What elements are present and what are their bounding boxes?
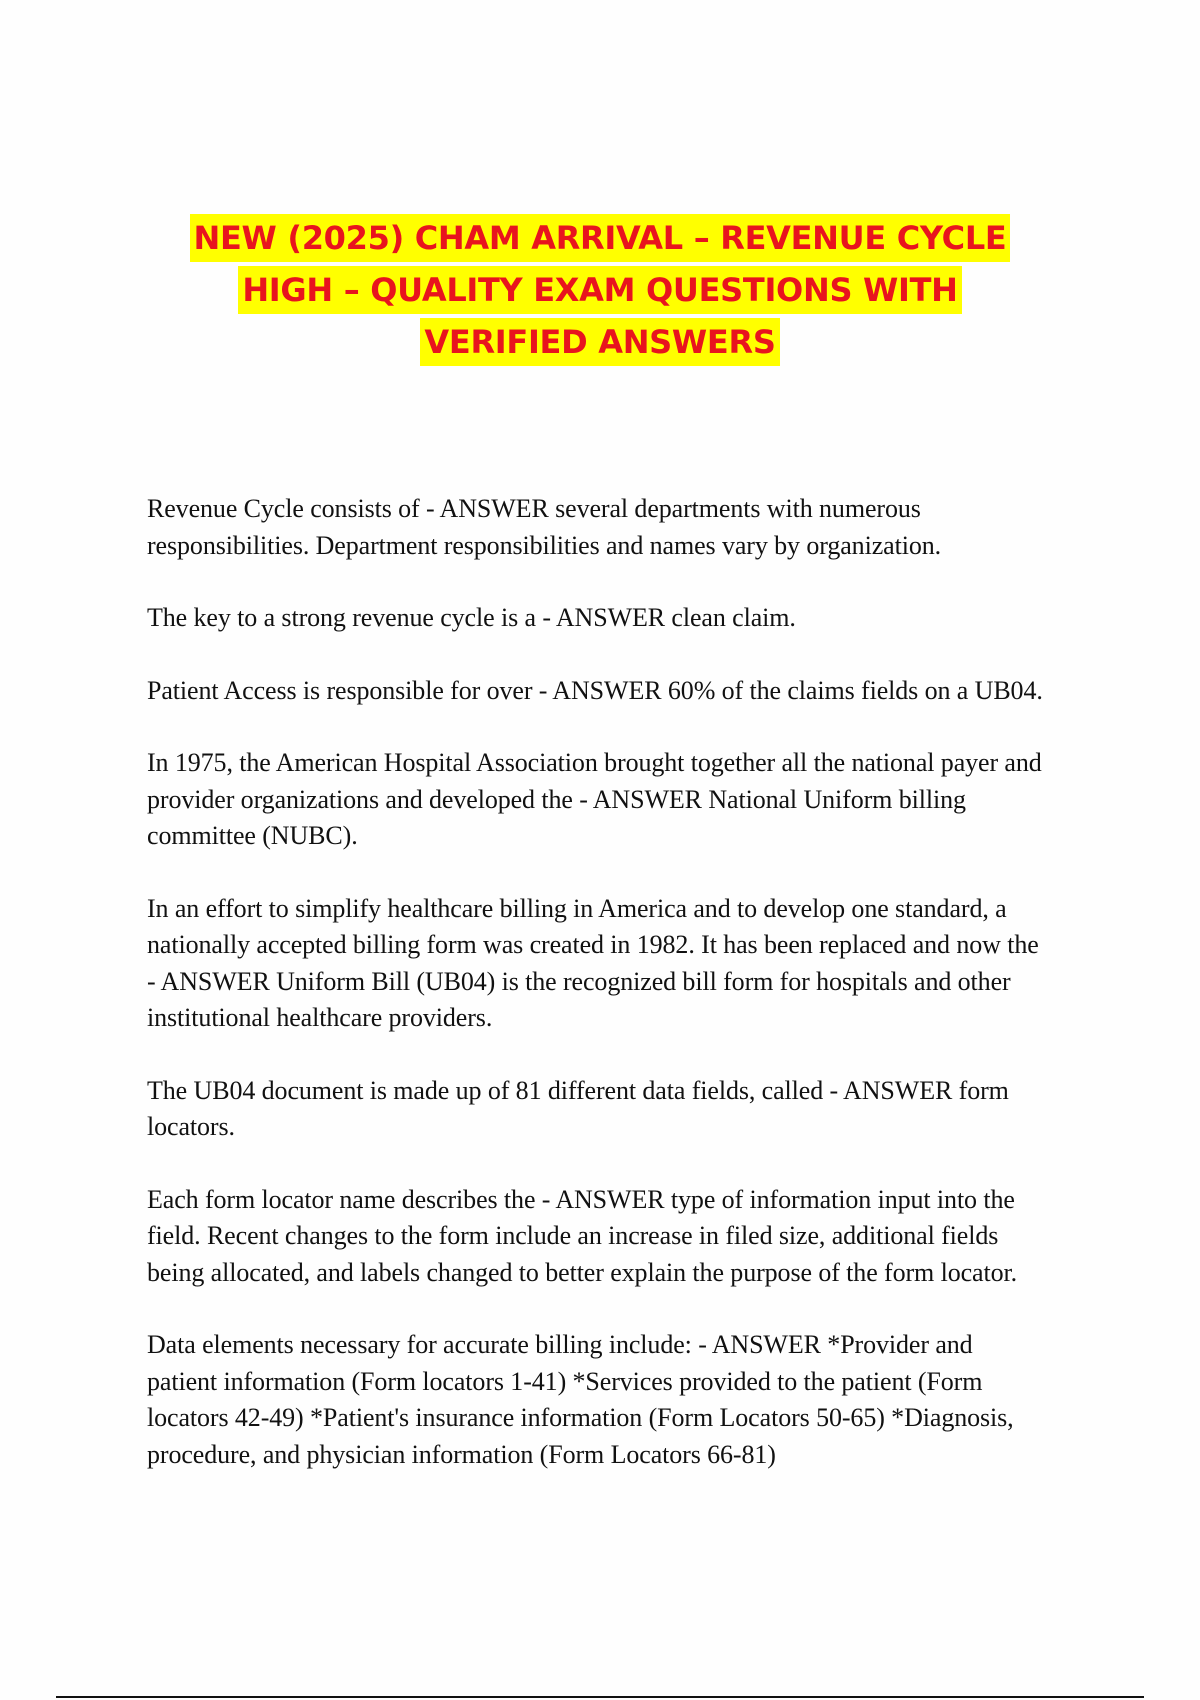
qa-item: Data elements necessary for accurate billing include: - ANSWER *Provider and patient information (Form locators 1-41) *Services provided to the patient (Form locators 42-49) *Patient's insurance information (Form Locators 50-65) *Diagnosis, procedure, and physician information (Form Locators 66-81) xyxy=(147,1330,1014,1469)
qa-item: Patient Access is responsible for over - ANSWER 60% of the claims fields on a UB04. xyxy=(147,675,1043,705)
document-title xyxy=(100,213,1100,369)
qa-item: Each form locator name describes the - ANSWER type of information input into the field. Recent changes to the form include an increase in filed size, additional fields being allocated, and labels changed to better explain the purpose of the form locator. xyxy=(147,1184,1018,1287)
page-bottom-rule xyxy=(56,1696,1144,1698)
title-line-3: VERIFIED ANSWERS xyxy=(420,318,779,366)
qa-item: In 1975, the American Hospital Association brought together all the national payer and provider organizations and developed the - ANSWER National Uniform billing committee (NUBC). xyxy=(147,748,1042,850)
qa-item: Revenue Cycle consists of - ANSWER several departments with numerous responsibilities. Department responsibilities and names vary by organization. xyxy=(147,494,942,560)
qa-list xyxy=(147,491,1047,1509)
qa-item: In an effort to simplify healthcare billing in America and to develop one standard, a nationally accepted billing form was created in 1982. It has been replaced and now the - ANSWER Uniform Bill (UB04) is the recognized bill form for hospitals and other institutional healthcare providers. xyxy=(147,893,1039,1032)
title-line-1: NEW (2025) CHAM ARRIVAL – REVENUE CYCLE xyxy=(190,214,1011,262)
qa-item: The key to a strong revenue cycle is a - ANSWER clean claim. xyxy=(147,603,796,632)
qa-item: The UB04 document is made up of 81 different data fields, called - ANSWER form locators. xyxy=(147,1075,1009,1141)
title-line-2: HIGH – QUALITY EXAM QUESTIONS WITH xyxy=(238,266,961,314)
